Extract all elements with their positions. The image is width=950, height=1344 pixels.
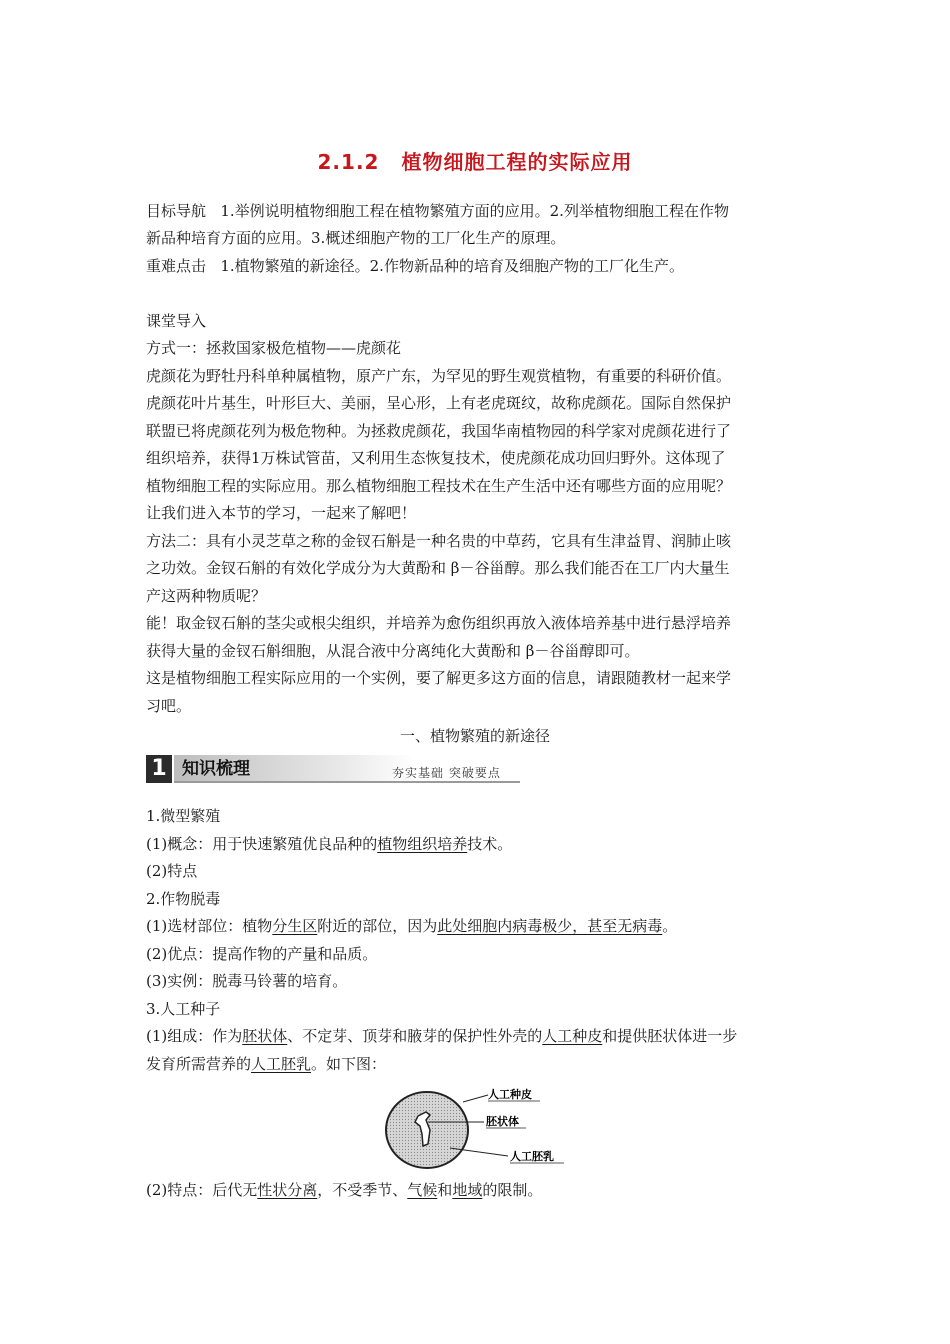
banner-title: 知识梳理 <box>174 755 414 783</box>
intro-line: 获得大量的金钗石斛细胞，从混合液中分离纯化大黄酚和 β－谷甾醇即可。 <box>146 642 640 660</box>
intro-line: 习吧。 <box>146 697 192 715</box>
micro-feature: (2)特点 <box>146 862 198 880</box>
micro-concept: (1)概念：用于快速繁殖优良品种的植物组织培养技术。 <box>146 835 513 853</box>
answer-blank: 植物组织培养 <box>377 835 468 853</box>
answer-blank: 此处细胞内病毒极少，甚至无病毒 <box>437 917 663 935</box>
intro-line: 虎颜花叶片基生，叶形巨大、美丽，呈心形，上有老虎斑纹，故称虎颜花。国际自然保护 <box>146 394 732 412</box>
intro-line: 这是植物细胞工程实际应用的一个实例，要了解更多这方面的信息，请跟随教材一起来学 <box>146 669 732 687</box>
detox-point-3: (3)实例：脱毒马铃薯的培育。 <box>146 972 348 990</box>
banner-number: 1 <box>146 755 172 783</box>
section-number: 2.1.2 <box>317 150 380 174</box>
intro-line: 让我们进入本节的学习，一起来了解吧！ <box>146 504 417 522</box>
detox-point-1: (1)选材部位：植物分生区附近的部位，因为此处细胞内病毒极少，甚至无病毒。 <box>146 917 678 935</box>
detox-point-2: (2)优点：提高作物的产量和品质。 <box>146 945 378 963</box>
knowledge-banner <box>146 755 520 783</box>
answer-blank: 性状分离 <box>257 1181 318 1199</box>
intro-line: 能！取金钗石斛的茎尖或根尖组织，并培养为愈伤组织再放入液体培养基中进行悬浮培养 <box>146 614 732 632</box>
detox-heading: 2.作物脱毒 <box>146 890 221 908</box>
section-heading: 一、植物繁殖的新途径 <box>399 727 550 745</box>
goals-line-1: 目标导航 1.举例说明植物细胞工程在植物繁殖方面的应用。2.列举植物细胞工程在作物 <box>146 202 729 220</box>
answer-blank: 地域 <box>452 1181 483 1199</box>
label-seed-coat: 人工种皮 <box>488 1088 532 1101</box>
intro-line: 植物细胞工程的实际应用。那么植物细胞工程技术在生产生活中还有哪些方面的应用呢？ <box>146 477 732 495</box>
answer-blank: 人工胚乳 <box>251 1055 312 1073</box>
label-embryo: 胚状体 <box>486 1115 519 1128</box>
key-points: 重难点击 1.植物繁殖的新途径。2.作物新品种的培育及细胞产物的工厂化生产。 <box>146 257 684 275</box>
goals-line-2: 新品种培育方面的应用。3.概述细胞产物的工厂化生产的原理。 <box>146 229 566 247</box>
banner-rule <box>174 781 520 783</box>
banner-subtitle: 夯实基础 突破要点 <box>392 766 501 780</box>
intro-line: 组织培养，获得1万株试管苗，又利用生态恢复技术，使虎颜花成功回归野外。这体现了 <box>146 449 726 467</box>
title-text: 植物细胞工程的实际应用 <box>401 150 633 174</box>
answer-blank: 分生区 <box>272 917 318 935</box>
key-label: 重难点击 <box>146 257 207 275</box>
answer-blank: 气候 <box>407 1181 438 1199</box>
label-endosperm: 人工胚乳 <box>510 1150 554 1163</box>
seed-composition-1: (1)组成：作为胚状体、不定芽、顶芽和腋芽的保护性外壳的人工种皮和提供胚状体进一步 <box>146 1027 738 1045</box>
intro-line: 联盟已将虎颜花列为极危物种。为拯救虎颜花，我国华南植物园的科学家对虎颜花进行了 <box>146 422 732 440</box>
intro-line: 虎颜花为野牡丹科单种属植物，原产广东，为罕见的野生观赏植物，有重要的科研价值。 <box>146 367 732 385</box>
goals-label: 目标导航 <box>146 202 207 220</box>
intro-line: 产这两种物质呢？ <box>146 587 267 605</box>
micro-heading: 1.微型繁殖 <box>146 807 221 825</box>
intro-heading: 课堂导入 <box>146 312 207 330</box>
seed-heading: 3.人工种子 <box>146 1000 221 1018</box>
seed-feature: (2)特点：后代无性状分离，不受季节、气候和地域的限制。 <box>146 1181 543 1199</box>
artificial-seed-diagram <box>380 1082 570 1172</box>
seed-composition-2: 发育所需营养的人工胚乳。如下图： <box>146 1055 387 1073</box>
answer-blank: 人工种皮 <box>542 1027 603 1045</box>
intro-line: 之功效。金钗石斛的有效化学成分为大黄酚和 β－谷甾醇。那么我们能否在工厂内大量生 <box>146 559 730 577</box>
answer-blank: 胚状体 <box>242 1027 288 1045</box>
intro-line: 方法二：具有小灵芝草之称的金钗石斛是一种名贵的中草药，它具有生津益胃、润肺止咳 <box>146 532 732 550</box>
intro-line: 方式一：拯救国家极危植物——虎颜花 <box>146 339 402 357</box>
page-title <box>0 146 950 175</box>
